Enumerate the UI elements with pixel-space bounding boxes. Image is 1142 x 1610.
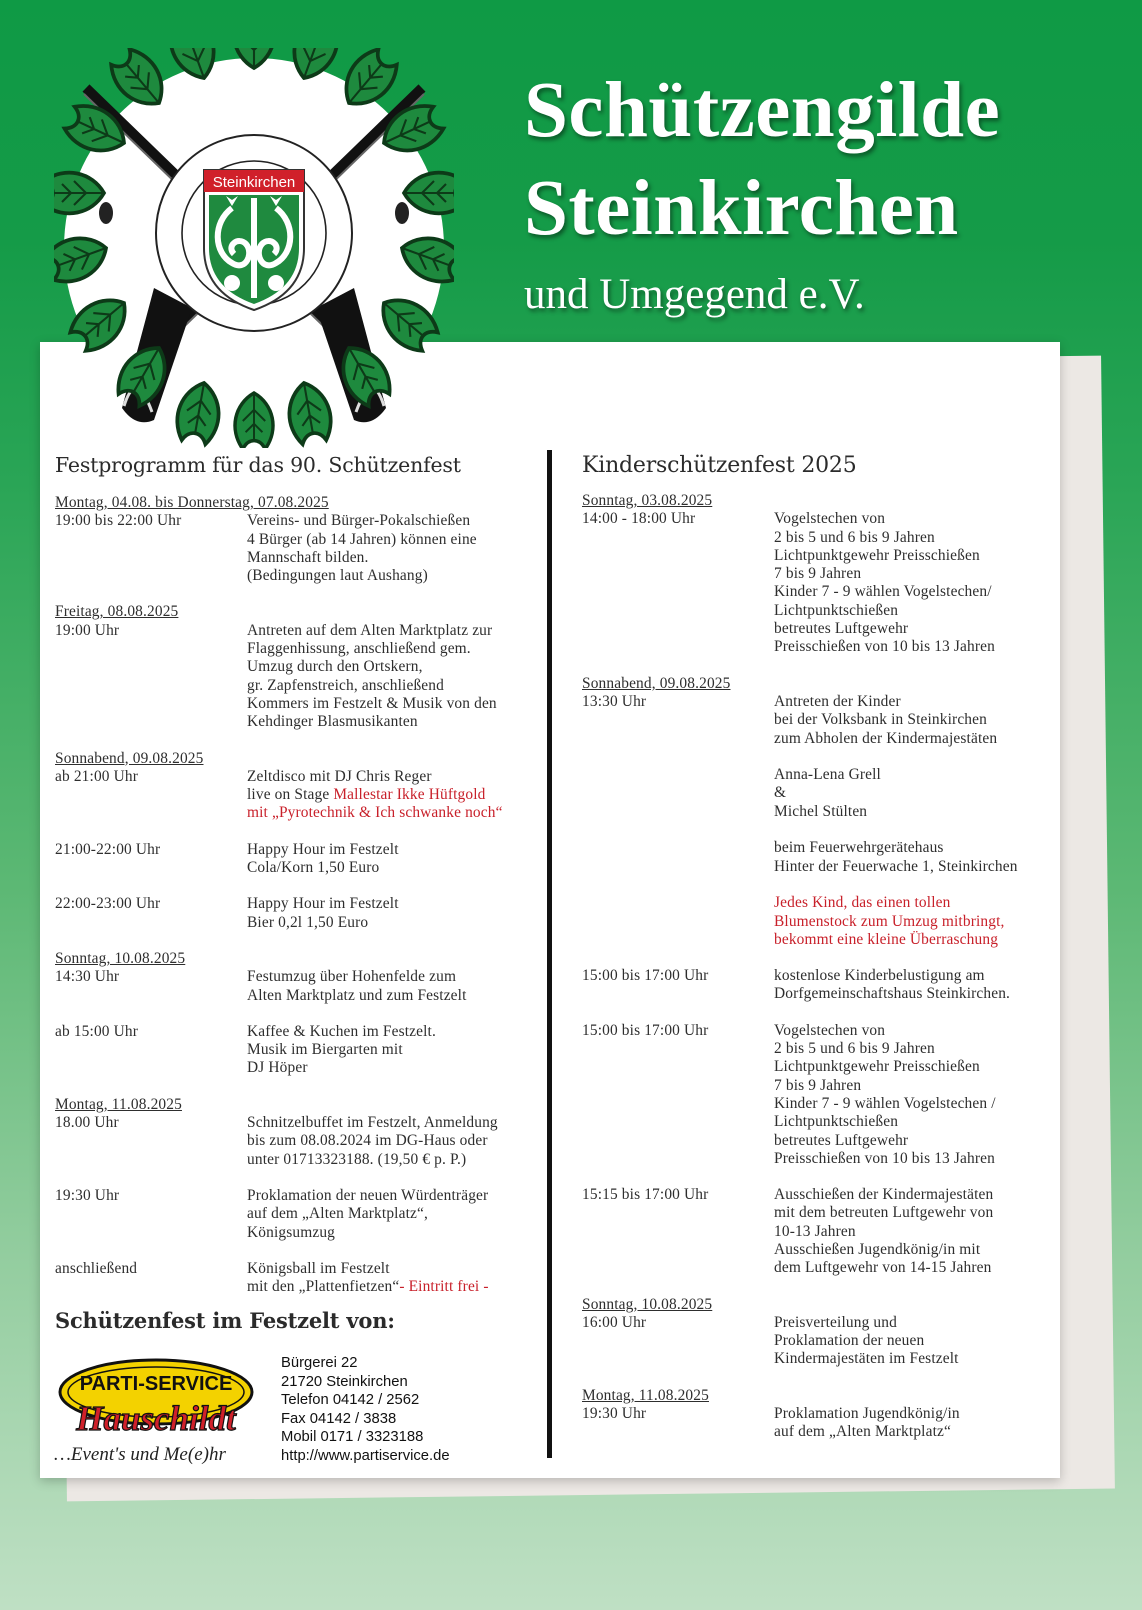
event-time: 22:00-23:00 Uhr bbox=[55, 895, 161, 913]
event-text: Preisverteilung und Proklamation der neuen Kindermajestäten im Festzelt bbox=[774, 1313, 959, 1368]
event-time: anschließend bbox=[55, 1259, 138, 1277]
event-time: 16:00 Uhr bbox=[582, 1313, 647, 1331]
event-text: Kaffee & Kuchen im Festzelt. Musik im Biergarten mit DJ Höper bbox=[247, 1022, 436, 1077]
right-heading: Kinderschützenfest 2025 bbox=[582, 453, 857, 478]
event-time: 15:00 bis 17:00 Uhr bbox=[582, 967, 709, 985]
kinderschuetzenfest-column bbox=[582, 492, 1052, 1460]
schedule-row bbox=[55, 841, 535, 878]
event-text: Happy Hour im Festzelt Bier 0,2l 1,50 Euro bbox=[247, 895, 399, 931]
schedule-row bbox=[55, 1187, 535, 1242]
address-phone: Telefon 04142 / 2562 bbox=[281, 1392, 420, 1408]
address-website[interactable]: http://www.partiservice.de bbox=[281, 1447, 450, 1464]
event-time: 14:30 Uhr bbox=[55, 968, 120, 986]
partner-address bbox=[281, 1354, 450, 1465]
event-description bbox=[774, 1022, 1052, 1168]
event-text: Zeltdisco mit DJ Chris Reger live on Stage bbox=[247, 767, 432, 804]
schedule-row bbox=[582, 1186, 1052, 1277]
schedule-row bbox=[582, 510, 1052, 656]
event-highlight: Jedes Kind, das einen tollen Blumenstock zum Umzug mitbringt, bekommt eine kleine Überraschung bbox=[774, 894, 1005, 948]
event-description bbox=[774, 510, 1052, 656]
event-text: Antreten auf dem Alten Marktplatz zur Flaggenhissung, anschließend gem. Umzug durch den Ortskern, gr. Zapfenstreich, anschließend Kommers im Festzelt & Musik von den Kehdinger Blasmusikanten bbox=[247, 621, 497, 731]
event-time: 21:00-22:00 Uhr bbox=[55, 840, 161, 858]
event-time: 14:00 - 18:00 Uhr bbox=[582, 510, 696, 528]
event-text: kostenlose Kinderbelustigung am Dorfgemeinschaftshaus Steinkirchen. bbox=[774, 967, 1011, 1003]
event-description bbox=[247, 841, 535, 878]
event-description bbox=[774, 1186, 1052, 1277]
partner-logo-top: PARTI-SERVICE bbox=[79, 1373, 233, 1395]
event-text: Ausschießen der Kindermajestäten mit dem betreuten Luftgewehr von 10-13 Jahren Ausschießen Jugendkönig/in mit dem Luftgewehr von 14-15 Jahren bbox=[774, 1186, 994, 1277]
event-time: ab 15:00 Uhr bbox=[55, 1022, 139, 1040]
event-description bbox=[247, 1187, 535, 1242]
event-text: Königsball im Festzelt mit den „Plattenfietzen“ bbox=[247, 1259, 400, 1296]
address-mobile: Mobil 0171 / 3323188 bbox=[281, 1429, 424, 1445]
event-time: 15:00 bis 17:00 Uhr bbox=[582, 1021, 709, 1039]
event-description bbox=[774, 1314, 1052, 1369]
schedule-day-block bbox=[582, 1296, 1052, 1369]
event-description bbox=[247, 512, 535, 585]
schedule-row bbox=[55, 512, 535, 585]
event-highlight: - Eintritt frei - bbox=[399, 1278, 489, 1296]
address-street: Bürgerei 22 bbox=[281, 1355, 358, 1371]
event-description bbox=[247, 622, 535, 732]
festzelt-heading: Schützenfest im Festzelt von: bbox=[55, 1308, 395, 1333]
event-time: 15:15 bis 17:00 Uhr bbox=[582, 1186, 709, 1204]
event-description bbox=[247, 968, 535, 1005]
column-divider bbox=[547, 450, 552, 1458]
event-description bbox=[774, 693, 1052, 949]
partner-logo-slogan: …Event's und Me(e)hr bbox=[54, 1444, 226, 1465]
schedule-row bbox=[55, 622, 535, 732]
event-text: Proklamation der neuen Würdenträger auf dem „Alten Marktplatz“, Königsumzug bbox=[247, 1186, 489, 1241]
schedule-day-block bbox=[582, 675, 1052, 1278]
parti-service-logo bbox=[54, 1350, 258, 1468]
title-line-1: Schützengilde bbox=[524, 67, 1001, 154]
day-heading: Freitag, 08.08.2025 bbox=[55, 603, 179, 621]
schedule-day-block bbox=[582, 1387, 1052, 1442]
day-heading: Sonntag, 10.08.2025 bbox=[582, 1295, 713, 1313]
festprogramm-column bbox=[55, 494, 535, 1314]
event-time: 19:30 Uhr bbox=[55, 1186, 120, 1204]
schedule-day-block bbox=[55, 494, 535, 585]
schedule-row bbox=[582, 693, 1052, 949]
event-text: Vogelstechen von 2 bis 5 und 6 bis 9 Jahren Lichtpunktgewehr Preisschießen 7 bis 9 Jahren Kinder 7 - 9 wählen Vogelstechen/ Lichtpunktschießen betreutes Luftgewehr Preisschießen von 10 bis 13 Jahren bbox=[774, 510, 995, 656]
schedule-row bbox=[55, 1023, 535, 1078]
schedule-row bbox=[55, 768, 535, 823]
event-description bbox=[247, 1114, 535, 1169]
address-city: 21720 Steinkirchen bbox=[281, 1373, 408, 1390]
shooting-club-crest-icon bbox=[54, 48, 454, 448]
coat-of-arms bbox=[204, 170, 304, 310]
partner-logo-name: Hauschildt bbox=[76, 1399, 236, 1438]
schedule-row bbox=[582, 1022, 1052, 1168]
event-time: 19:00 Uhr bbox=[55, 621, 120, 639]
day-heading: Sonntag, 03.08.2025 bbox=[582, 492, 713, 509]
schedule-day-block bbox=[55, 750, 535, 932]
schedule-row bbox=[55, 1114, 535, 1169]
event-time: 18.00 Uhr bbox=[55, 1114, 119, 1132]
event-highlight: Mallestar Ikke Hüftgold mit „Pyrotechnik & Ich schwanke noch“ bbox=[247, 786, 503, 822]
event-time: ab 21:00 Uhr bbox=[55, 767, 139, 785]
event-description bbox=[774, 967, 1052, 1004]
event-time: 13:30 Uhr bbox=[582, 692, 647, 710]
schedule-row bbox=[55, 968, 535, 1005]
event-description bbox=[774, 1405, 1052, 1442]
title-line-3: und Umgegend e.V. bbox=[524, 271, 865, 318]
event-time: 19:00 bis 22:00 Uhr bbox=[55, 512, 182, 530]
event-text: Schnitzelbuffet im Festzelt, Anmeldung bis zum 08.08.2024 im DG-Haus oder unter 01713323188. (19,50 € p. P.) bbox=[247, 1114, 498, 1168]
day-heading: Sonntag, 10.08.2025 bbox=[55, 949, 186, 967]
event-text: Festumzug über Hohenfelde zum Alten Marktplatz und zum Festzelt bbox=[247, 968, 467, 1004]
schedule-day-block bbox=[55, 1096, 535, 1297]
event-text: Proklamation Jugendkönig/in auf dem „Alten Marktplatz“ bbox=[774, 1405, 960, 1441]
left-heading: Festprogramm für das 90. Schützenfest bbox=[55, 453, 461, 477]
day-heading: Sonnabend, 09.08.2025 bbox=[55, 749, 204, 767]
schedule-row bbox=[55, 895, 535, 932]
schedule-day-block bbox=[55, 603, 535, 731]
event-text: Happy Hour im Festzelt Cola/Korn 1,50 Euro bbox=[247, 840, 399, 877]
day-heading: Montag, 11.08.2025 bbox=[55, 1095, 182, 1113]
event-text: Vereins- und Bürger-Pokalschießen 4 Bürger (ab 14 Jahren) können eine Mannschaft bilden. (Bedingungen laut Aushang) bbox=[247, 512, 477, 585]
schedule-day-block bbox=[55, 950, 535, 1078]
schedule-row bbox=[55, 1260, 535, 1297]
schedule-row bbox=[582, 1405, 1052, 1442]
schedule-day-block bbox=[582, 492, 1052, 657]
schedule-row bbox=[582, 967, 1052, 1004]
event-description bbox=[247, 1023, 535, 1078]
badge-text: Steinkirchen bbox=[212, 174, 296, 191]
header bbox=[524, 62, 1000, 324]
schedule-row bbox=[582, 1314, 1052, 1369]
event-time: 19:30 Uhr bbox=[582, 1405, 647, 1423]
event-text: Antreten der Kinder bei der Volksbank in Steinkirchen zum Abholen der Kindermajestäten Anna-Lena Grell & Michel Stülten beim Feuerwehrgerätehaus Hinter der Feuerwache 1, Steinkirchen bbox=[774, 692, 1018, 875]
day-heading: Montag, 11.08.2025 bbox=[582, 1386, 709, 1404]
day-heading: Sonnabend, 09.08.2025 bbox=[582, 674, 731, 692]
address-fax: Fax 04142 / 3838 bbox=[281, 1410, 397, 1427]
title-line-2: Steinkirchen bbox=[524, 165, 959, 252]
event-description bbox=[247, 1260, 535, 1297]
event-description bbox=[247, 768, 535, 823]
event-description bbox=[247, 895, 535, 932]
event-text: Vogelstechen von 2 bis 5 und 6 bis 9 Jahren Lichtpunktgewehr Preisschießen 7 bis 9 Jahren Kinder 7 - 9 wählen Vogelstechen / Lichtpunktschießen betreutes Luftgewehr Preisschießen von 10 bis 13 Jahren bbox=[774, 1021, 996, 1167]
day-heading: Montag, 04.08. bis Donnerstag, 07.08.2025 bbox=[55, 494, 329, 511]
